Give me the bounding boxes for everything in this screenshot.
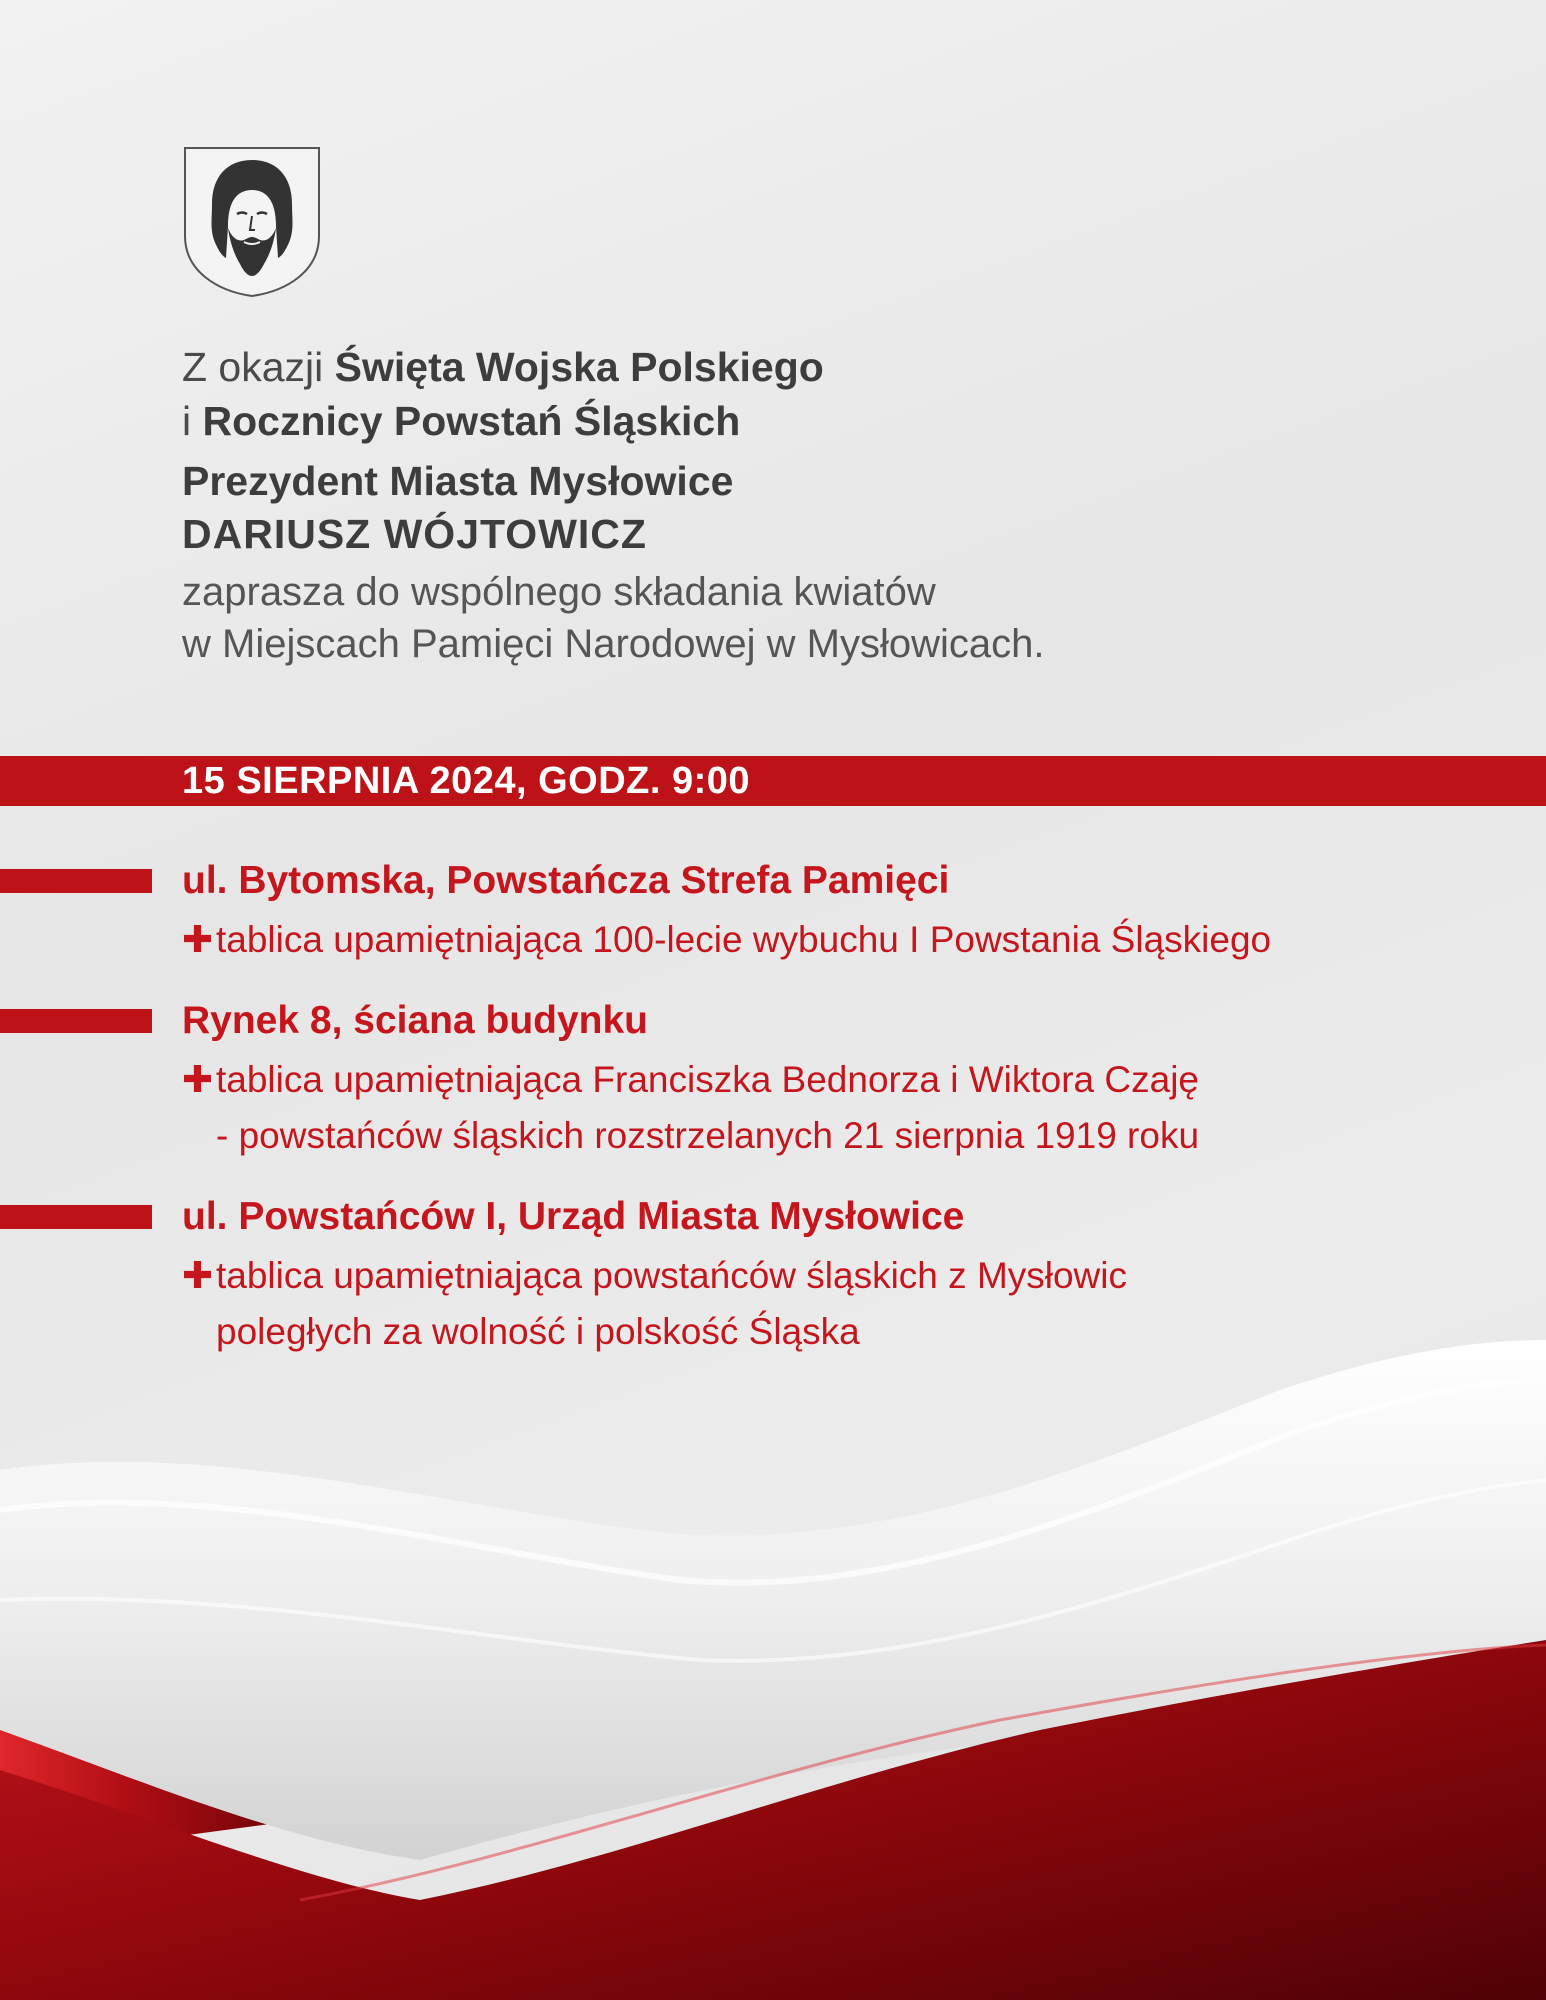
location-title: Rynek 8, ściana budynku — [182, 999, 649, 1042]
occasion-line-2 — [182, 394, 1382, 448]
cross-bullet-icon: ✚ — [182, 1059, 214, 1100]
city-crest — [182, 146, 322, 298]
occasion-line-1 — [182, 340, 1382, 394]
flag-wave-decoration — [0, 1300, 1546, 2000]
event-date: 15 SIERPNIA 2024, GODZ. 9:00 — [182, 760, 751, 802]
bearded-head-crest-icon — [182, 146, 322, 298]
location-description — [182, 912, 1271, 968]
location-description — [182, 1052, 1199, 1108]
intro-block — [182, 340, 1382, 670]
location-marker-bar — [0, 1205, 152, 1229]
occasion-anniversary: Rocznicy Powstań Śląskich — [202, 398, 741, 444]
occasion-prefix-2: i — [182, 398, 203, 444]
cross-bullet-icon: ✚ — [182, 1255, 214, 1296]
event-date-bar — [0, 756, 1546, 806]
occasion-prefix: Z okazji — [182, 344, 335, 390]
location-title: ul. Bytomska, Powstańcza Strefa Pamięci — [182, 859, 950, 902]
location-description-line: tablica upamiętniająca 100-lecie wybuchu I Powstania Śląskiego — [216, 919, 1272, 960]
location-description — [182, 1248, 1127, 1304]
invitation-line-2: w Miejscach Pamięci Narodowej w Mysłowicach. — [182, 622, 1045, 666]
location-description-line: - powstańców śląskich rozstrzelanych 21 sierpnia 1919 roku — [216, 1115, 1200, 1156]
location-title: ul. Powstańców I, Urząd Miasta Mysłowice — [182, 1195, 965, 1238]
mayor-title: Prezydent Miasta Mysłowice — [182, 458, 734, 504]
location-description-line: tablica upamiętniająca powstańców śląskich z Mysłowic — [216, 1255, 1127, 1296]
invitation-line-1: zaprasza do wspólnego składania kwiatów — [182, 570, 936, 614]
mayor-name: DARIUSZ WÓJTOWICZ — [182, 511, 647, 557]
location-marker-bar — [0, 869, 152, 893]
occasion-holiday: Święta Wojska Polskiego — [334, 344, 824, 390]
location-description-continued — [182, 1108, 1199, 1164]
cross-bullet-icon: ✚ — [182, 919, 214, 960]
location-description-line: poległych za wolność i polskość Śląska — [216, 1311, 860, 1352]
location-description-line: tablica upamiętniająca Franciszka Bednorza i Wiktora Czaję — [216, 1059, 1199, 1100]
location-marker-bar — [0, 1009, 152, 1033]
